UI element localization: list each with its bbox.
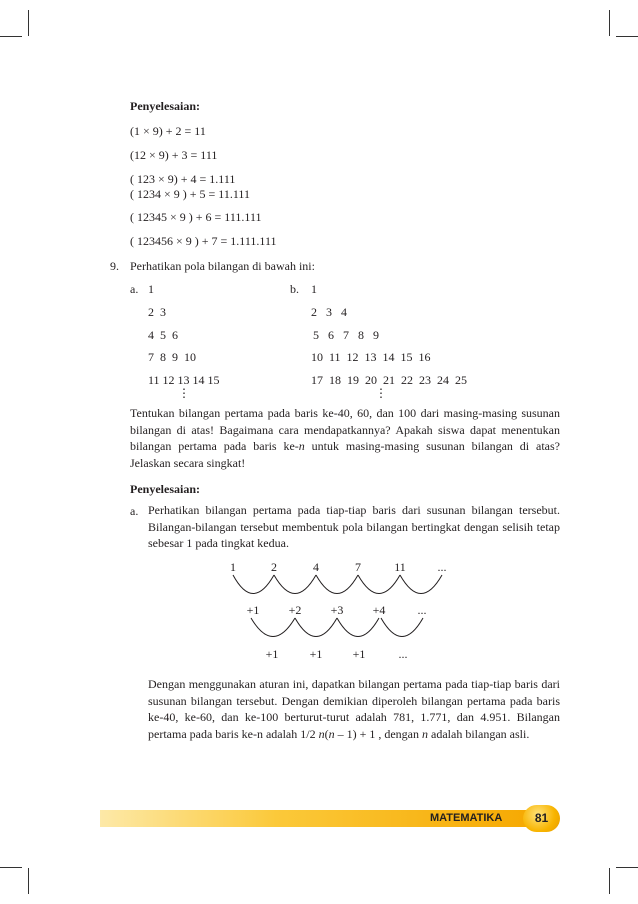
- arc: [358, 575, 400, 594]
- first-difference: +4: [372, 603, 386, 617]
- pattern-row: 7 8 9 10: [148, 350, 196, 364]
- conclusion-variable: n: [318, 726, 325, 741]
- arc: [337, 618, 379, 637]
- pattern-row: 2 3: [148, 305, 166, 319]
- pattern-row: 11 12 13 14 15: [148, 373, 220, 387]
- arc: [316, 575, 358, 594]
- part-b-label: b.: [290, 282, 299, 296]
- second-difference: +1: [309, 647, 323, 661]
- solution-item-text: Perhatikan bilangan pertama pada tiap-tiap baris dari susunan bilangan tersebut. Bilangan-bilangan tersebut membentuk pola bilangan bertingkat dengan selisih tetap sebesar 1 pada tingkat kedua.: [148, 503, 560, 550]
- arc: [381, 618, 423, 637]
- arc: [274, 575, 316, 594]
- first-difference: +3: [330, 603, 344, 617]
- second-difference: +1: [352, 647, 366, 661]
- equation-line: ( 123456 × 9 ) + 7 = 1.111.111: [130, 234, 277, 248]
- sequence-term: 11: [394, 560, 406, 574]
- sequence-term: 4: [313, 560, 319, 574]
- question-number: 9.: [110, 259, 119, 273]
- pattern-row: 10 11 12 13 14 15 16: [311, 350, 431, 364]
- page-number: 81: [523, 805, 560, 832]
- conclusion-text: – 1) + 1 , dengan: [334, 726, 423, 741]
- sequence-term: 2: [271, 560, 277, 574]
- solution-heading: Penyelesaian:: [130, 99, 200, 113]
- solution-conclusion: [148, 676, 560, 742]
- prompt-variable: n: [298, 439, 305, 453]
- pattern-row: 5 6 7 8 9: [313, 328, 379, 342]
- equation-line: (12 × 9) + 3 = 111: [130, 148, 218, 162]
- solution-heading: Penyelesaian:: [130, 482, 200, 496]
- second-difference: +1: [265, 647, 279, 661]
- conclusion-text: (: [324, 726, 329, 741]
- pattern-row: 1: [311, 282, 317, 296]
- arc: [295, 618, 337, 637]
- question-intro: Perhatikan pola bilangan di bawah ini:: [130, 259, 315, 273]
- arc: [251, 618, 295, 637]
- first-difference: +1: [246, 603, 260, 617]
- equation-line: (1 × 9) + 2 = 11: [130, 124, 206, 138]
- conclusion-variable: n: [328, 726, 335, 741]
- pattern-row: 17 18 19 20 21 22 23 24 25: [311, 373, 467, 387]
- conclusion-text: adalah bilangan asli.: [428, 726, 530, 741]
- prompt-text: Tentukan bilangan pertama pada baris ke-40, 60, dan 100 dari masing-masing susunan bilangan di atas! Bagaimana cara mendapatkannya? Apakah siswa dapat menentukan bilangan pertama pada baris ke-: [130, 406, 560, 453]
- sequence-term: 1: [230, 560, 236, 574]
- arc: [233, 575, 274, 594]
- arc: [400, 575, 442, 594]
- vertical-ellipsis: ⋮: [178, 386, 190, 400]
- equation-line: ( 123 × 9) + 4 = 1.111: [130, 172, 236, 186]
- second-difference: ...: [398, 647, 408, 661]
- sequence-term: 7: [355, 560, 361, 574]
- conclusion-text: Dengan menggunakan aturan ini, dapatkan bilangan pertama pada tiap-tiap baris dari susunan bilangan tersebut. Dengan demikian diperoleh bilangan pertama pada baris ke-40, ke-60, dan ke-100 berturut-turut adalah 781, 1.771, dan 4.951. Bilangan pertama pada baris ke-n adalah 1/2: [148, 677, 560, 741]
- vertical-ellipsis: ⋮: [375, 386, 387, 400]
- equation-line: ( 1234 × 9 ) + 5 = 11.111: [130, 187, 250, 201]
- pattern-row: 4 5 6: [148, 328, 178, 342]
- prompt-text: untuk masing-masing susunan bilangan di atas? Jelaskan secara singkat!: [130, 439, 561, 470]
- first-difference: ...: [417, 603, 427, 617]
- pattern-row: 2 3 4: [311, 305, 347, 319]
- part-a-label: a.: [130, 282, 139, 296]
- sequence-term: ...: [437, 560, 447, 574]
- first-difference: +2: [288, 603, 302, 617]
- equation-line: ( 12345 × 9 ) + 6 = 111.111: [130, 210, 262, 224]
- footer-subject: MATEMATIKA: [430, 812, 503, 824]
- pattern-row: 1: [148, 282, 154, 296]
- conclusion-variable: n: [422, 726, 429, 741]
- solution-item-label: a.: [130, 504, 139, 518]
